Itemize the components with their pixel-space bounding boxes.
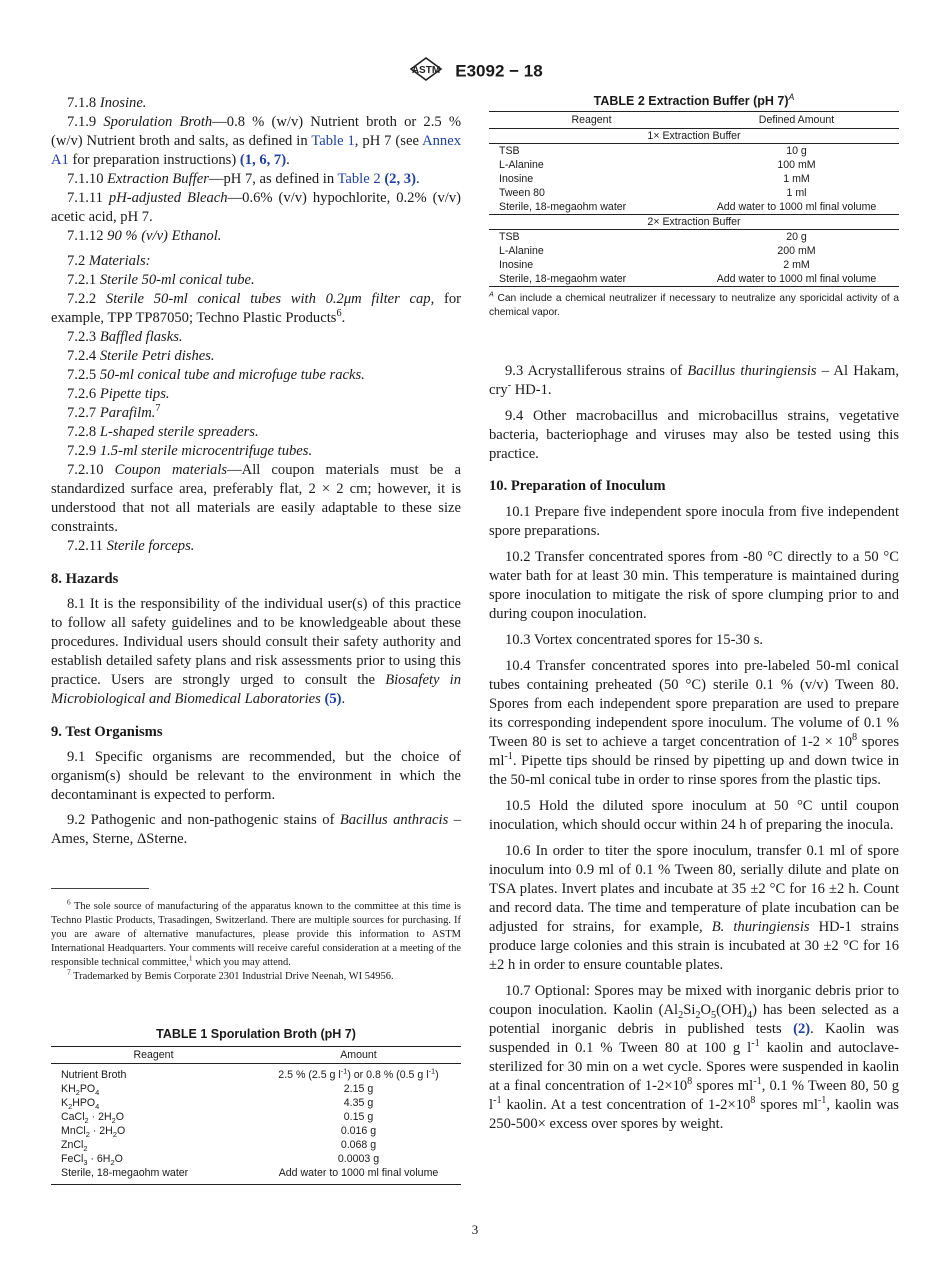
reagent-cell: L-Alanine [499,159,544,171]
reference-link[interactable]: (2) [793,1021,811,1037]
table-row [489,158,899,172]
amount-cell: 0.016 g [340,1125,377,1137]
section-7-1-8: 7.1.8 Inosine. [67,95,147,111]
reagent-cell: Tween 80 [499,187,545,199]
amount-cell: Add water to 1000 ml final volume [716,273,877,285]
reagent-cell: Sterile, 18-megaohm water [499,201,627,213]
section-7-2-10: 7.2.10 Coupon materials—All coupon materials must be a standardized surface area, preferably flat, 2 × 2 cm; however, it is understood that not all materials are easily adaptable to these size constraints. [51,462,461,535]
section-8-heading: 8. Hazards [51,571,119,587]
table-row [489,244,899,258]
table-2-header-amount: Defined Amount [758,114,835,126]
section-9-4: 9.4 Other macrobacillus and microbacillus strains, vegetative bacteria, bacteriophage and viruses may also be tested using this practice. [489,408,899,462]
amount-cell: 1 ml [786,187,807,199]
amount-cell: 0.068 g [340,1139,377,1151]
reagent-cell: L-Alanine [499,245,544,257]
astm-logo-icon [407,56,445,87]
table-subheader: 2× Extraction Buffer [647,216,741,228]
page-number: 3 [471,1222,479,1237]
section-7-2-9: 7.2.9 1.5-ml sterile microcentrifuge tubes. [67,443,313,459]
amount-cell: 1 mM [783,173,810,185]
section-7-1-10: 7.1.10 Extraction Buffer—pH 7, as defined in Table 2 (2, 3). [67,171,420,187]
footnotes [51,897,461,984]
reagent-cell: MnCl$_2$ · $2H_2O$ [61,1125,126,1140]
reagent-cell: Sterile, 18-megaohm water [61,1167,189,1179]
section-10-4: 10.4 Transfer concentrated spores into pre-labeled 50-ml conical tubes containing preheated (50 °C) sterile 0.1 % (v/v) Tween 80. Spores from each independent spore preparation are used to prepare its corresponding independent spore inoculum. The volume of 0.1 % Tween 80 is set to achieve a target concentration of $1-2 \times 10^8$ spores $ml^{-1}$. Pipette tips should be rinsed by pipetting up and down twice in the 50-ml conical tube in order to rinse spores from the plastic tips. [489,658,899,788]
section-7-1-9: 7.1.9 Sporulation Broth—0.8 % (w/v) Nutrient broth or 2.5 % (w/v) Nutrient broth and salts, as defined in Table 1, pH 7 (see Annex A1 for preparation instructions) (1, 6, 7). [51,114,461,168]
section-7-2-5: 7.2.5 50-ml conical tube and microfuge tube racks. [67,367,365,383]
reference-link[interactable]: (1, 6, 7) [239,152,287,168]
table-1-link[interactable]: Table 1 [311,133,355,149]
table-row [489,230,899,245]
reagent-cell: CaCl$_2$ · $2H_2O$ [61,1111,125,1126]
table-2-footnote: $^A$ Can include a chemical neutralizer if necessary to neutralize any sporicidal activity of a chemical vapor. [489,290,899,318]
document-designation: E3092 − 18 [455,61,543,81]
table-subheader: 1× Extraction Buffer [647,130,741,142]
table-2-body [489,129,899,287]
section-7-2-6: 7.2.6 Pipette tips. [67,386,170,402]
reference-link[interactable]: (2, 3) [384,171,416,187]
table-2 [489,93,899,320]
section-8-1: 8.1 It is the responsibility of the individual user(s) of this practice to follow all safety guidelines and to be knowledgeable about these procedures. Individual users should consult their safety authority and establish detailed safety plans and risk assessments prior to using this practice. Users are strongly urged to consult the Biosafety in Microbiological and Biomedical Laboratories (5). [51,596,461,707]
reagent-cell: Inosine [499,173,534,185]
table-1-header-amount: Amount [340,1049,377,1061]
table-row [51,1064,461,1083]
table-subheader-row [489,129,899,144]
section-7-2: 7.2 Materials: [67,253,151,269]
section-7-2-11: 7.2.11 Sterile forceps. [67,538,195,554]
section-10-7: 10.7 Optional: Spores may be mixed with inorganic debris prior to coupon inoculation. Kaolin $(Al_2Si_2O_5(OH)_4)$ has been selected as a potential inorganic debris in published tests (2). Kaolin was suspended in 0.1 % Tween 80 at 100 g $l^{-1}$ kaolin and autoclave-sterilized for 30 min on a wet cycle. Spores were suspended in kaolin at a final concentration of $1-2\times 10^8$ spores $ml^{-1}$, 0.1 % Tween 80, 50 g $l^{-1}$ kaolin. At a test concentration of $1-2\times 10^8$ spores $ml^{-1}$, kaolin was 250-500× excess over spores by weight. [489,983,900,1132]
reference-link[interactable]: (5) [324,691,342,707]
table-1 [51,1026,461,1185]
table-1-caption: TABLE 1 Sporulation Broth (pH 7) [156,1027,356,1041]
amount-cell: 4.35 g [343,1097,374,1109]
table-row [51,1152,461,1166]
section-9-3: 9.3 Acrystalliferous strains of Bacillus thuringiensis – Al Hakam, cry- HD-1. [489,363,899,398]
section-10-3: 10.3 Vortex concentrated spores for 15-30 s. [505,632,764,648]
table-2-link[interactable]: Table 2 [337,171,381,187]
reagent-cell: Nutrient Broth [61,1069,127,1081]
table-row [489,186,899,200]
section-9-2: 9.2 Pathogenic and non-pathogenic stains of Bacillus anthracis – Ames, Sterne, ΔSterne. [51,812,461,847]
right-column [489,362,899,1134]
annex-a1-link[interactable]: Annex A1 [51,133,461,168]
footnote-rule [51,888,149,889]
reagent-cell: TSB [499,231,520,243]
section-10-5: 10.5 Hold the diluted spore inoculum at 50 °C until coupon inoculation, which should occur within 24 h of preparing the inocula. [489,798,899,833]
amount-cell: 2.5 % (2.5 g $l^{-1}$) or 0.8 % (0.5 g $l^{-1}$) [278,1066,439,1081]
reagent-cell: TSB [499,145,520,157]
section-7-2-2: 7.2.2 Sterile 50-ml conical tubes with 0.2μm filter cap, for example, TPP TP87050; Techno Plastic Products$^6$. [51,291,461,326]
amount-cell: Add water to 1000 ml final volume [278,1167,439,1179]
amount-cell: 2 mM [783,259,810,271]
reagent-cell: $K_2HPO_4$ [61,1097,100,1112]
reagent-cell: FeCl$_3$ · $6H_2O$ [61,1153,123,1168]
table-row [51,1110,461,1124]
footnote-7: $^7$ Trademarked by Bemis Corporate 2301 Industrial Drive Neenah, WI 54956. [67,967,394,982]
section-10-1: 10.1 Prepare five independent spore inocula from five independent spore preparations. [489,504,899,539]
svg-text:ASTM: ASTM [412,65,441,76]
section-7-2-4: 7.2.4 Sterile Petri dishes. [67,348,215,364]
section-10-heading: 10. Preparation of Inoculum [489,478,666,494]
reagent-cell: ZnCl$_2$ [61,1139,88,1154]
page-header [0,56,950,87]
section-7-1-12: 7.1.12 90 % (v/v) Ethanol. [67,228,222,244]
table-2-caption: TABLE 2 Extraction Buffer (pH 7)$^A$ [593,91,795,108]
amount-cell: Add water to 1000 ml final volume [716,201,877,213]
section-7-2-8: 7.2.8 L-shaped sterile spreaders. [67,424,259,440]
footnote-6: $^6$ The sole source of manufacturing of the apparatus known to the committee at this time is Techno Plastic Products, Trasadingen, Switzerland. There are multiple sources for purchasing. If you are aware of alternative manufactures, please provide this information to ASTM International Headquarters. Your comments will receive careful consideration at a meeting of the responsible technical committee,$^1$ which you may attend. [51,897,461,968]
table-row [489,258,899,272]
section-9-1: 9.1 Specific organisms are recommended, but the choice of organism(s) should be relevant to the environment in which the decontaminant is expected to perform. [51,749,461,803]
amount-cell: 10 g [786,145,807,157]
table-row [489,272,899,286]
table-row [51,1124,461,1138]
amount-cell: 100 mM [777,159,816,171]
amount-cell: 2.15 g [343,1083,374,1095]
section-7-2-7: 7.2.7 Parafilm.$^7$ [67,403,161,421]
reagent-cell: Inosine [499,259,534,271]
reagent-cell: Sterile, 18-megaohm water [499,273,627,285]
section-10-2: 10.2 Transfer concentrated spores from -80 °C directly to a 50 °C water bath for at least 30 min. This temperature is maintained during spore inoculation to mitigate the risk of spore clumping prior to and during coupon inoculation. [489,549,899,622]
table-1-header-reagent: Reagent [133,1049,174,1061]
table-row [489,172,899,186]
table-row [489,144,899,159]
section-7-1-11: 7.1.11 pH-adjusted Bleach—0.6% (v/v) hypochlorite, 0.2% (v/v) acetic acid, pH 7. [51,190,461,225]
amount-cell: 0.15 g [343,1111,374,1123]
table-subheader-row [489,215,899,230]
amount-cell: 0.0003 g [337,1153,380,1165]
table-2-header-reagent: Reagent [571,114,612,126]
section-7-2-3: 7.2.3 Baffled flasks. [67,329,183,345]
section-9-heading: 9. Test Organisms [51,724,163,740]
amount-cell: 20 g [786,231,807,243]
section-10-6: 10.6 In order to titer the spore inoculum, transfer 0.1 ml of spore inoculum into 0.9 ml of 0.1 % Tween 80, serially dilute and plate on TSA plates. Invert plates and incubate at 35 ±2 °C for 16 ±2 h. Count and record data. The time and temperature of plate incubation can be adjusted for strains, for example, B. thuringiensis HD-1 strains produce large colonies and this strain is incubated at 30 ±2 °C for 16 ±2 h in order to ensure countable plates. [489,843,899,973]
reagent-cell: $KH_2PO_4$ [61,1083,100,1098]
table-1-body [51,1064,461,1185]
amount-cell: 200 mM [777,245,816,257]
left-column [51,94,461,849]
table-row [489,200,899,215]
table-row [51,1138,461,1152]
table-row [51,1166,461,1180]
table-row [51,1082,461,1096]
section-7-2-1: 7.2.1 Sterile 50-ml conical tube. [67,272,255,288]
table-row [51,1096,461,1110]
